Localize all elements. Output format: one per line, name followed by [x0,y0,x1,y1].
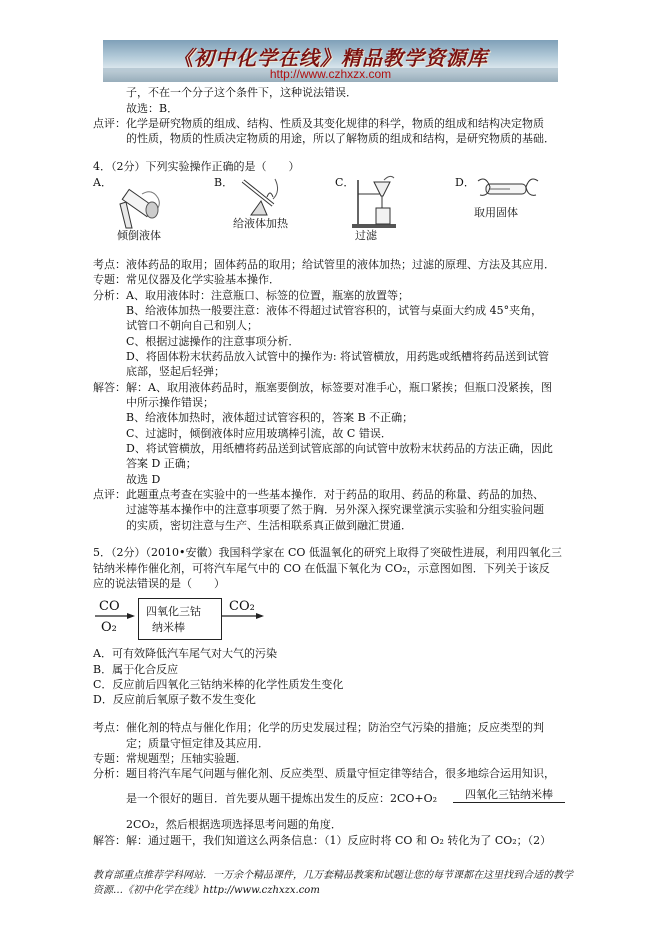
q5-fenxi-label: 分析： [93,767,126,780]
q4-jieda-line: 解：A、取用液体药品时，瓶塞要倒放，标签要对准手心，瓶口紧挨；但瓶口没紧挨，图 [126,381,552,394]
diagram-input-arrow [95,614,135,622]
reaction-condition: 四氧化三钴纳米棒 [453,788,565,803]
q4-kaodian: 液体药品的取用；固体药品的取用；给试管里的液体加热；过滤的原理、方法及其应用． [126,258,555,271]
banner-title: 《初中化学在线》精品教学资源库 [173,46,488,70]
q4-jieda-line: D、将试管横放，用纸槽将药品送到试管底部的向试管中放粉末状药品的方法正确，因此 [126,442,553,455]
pouring-liquid-figure [112,182,172,232]
diagram-output-arrow [222,614,266,622]
diagram-input-co: CO [99,599,120,614]
q4-fenxi-label: 分析： [93,289,126,302]
q5-jieda-label: 解答： [93,834,126,847]
q4-option-d-letter: D． [455,176,475,189]
q4-option-a-caption: 倾倒液体 [117,229,161,242]
q4-fenxi-line: C、根据过滤操作的注意事项分析． [126,335,300,348]
q4-dianping-line: 的实质，密切注意与生产、生活相联系真正做到融汇贯通． [126,519,412,532]
footer-line[interactable]: 资源…《初中化学在线》http://www.czhxzx.com [93,885,320,896]
header-banner [103,40,558,82]
q5-fenxi-line: 题目将汽车尾气问题与催化剂、反应类型、质量守恒定律等结合，很多地综合运用知识， [126,767,555,780]
q5-stem-line: 5．（2分）（2010•安徽）我国科学家在 CO 低温氧化的研究上取得了突破性进展，利用四氧化三 [93,546,562,559]
q4-dianping-line: 过滤等基本操作中的注意事项要了然于胸．另外深入探究课堂演示实验和分组实验问题 [126,503,544,516]
q4-option-c-caption: 过滤 [355,229,377,242]
prev-answer: 故选：B． [126,102,179,115]
q5-option-c: C．反应前后四氧化三钴纳米棒的化学性质发生变化 [93,678,344,691]
q4-jieda-line: 答案 D 正确； [126,457,197,470]
q5-jieda-line: 解：通过题干，我们知道这么两条信息：（1）反应时将 CO 和 O₂ 转化为了 CO₂；（2） [126,834,552,847]
footer-line: 教育部重点推荐学科网站．一万余个精品课件，几万套精品教案和试题让您的每节课都在这里找到合适的教学 [93,870,573,881]
q4-dianping-line: 此题重点考查在实验中的一些基本操作．对于药品的取用、药品的称量、药品的加热、 [126,488,544,501]
prev-comment-line: 化学是研究物质的组成、结构、性质及其变化规律的科学，物质的组成和结构决定物质 [126,117,544,130]
q4-jieda-line: B、给液体加热时，液体超过试管容积的，答案 B 不正确； [126,411,414,424]
q4-zhuanti-label: 专题： [93,273,126,286]
q4-fenxi-line: D、将固体粉末状药品放入试管中的操作为: 将试管横放，用药匙或纸槽将药品送到试管 [126,350,550,363]
q5-fenxi-line: 是一个很好的题目．首先要从题干提炼出发生的反应：2CO+O₂ [126,792,438,805]
catalyst-box-line1: 四氧化三钴 [146,605,201,618]
prev-line: 子，不在一个分子这个条件下，这种说法错误． [126,86,357,99]
prev-comment-line: 的性质，物质的性质决定物质的用途，所以了解物质的组成和结构，是研究物质的基础． [126,132,555,145]
q4-option-b-letter: B． [214,176,234,189]
page-footer [93,868,573,898]
q5-kaodian-line: 定；质量守恒定律及其应用． [126,737,269,750]
q4-dianping-label: 点评： [93,488,126,501]
q4-jieda-label: 解答： [93,381,126,394]
q5-kaodian-label: 考点： [93,721,126,734]
heating-liquid-figure [233,175,293,220]
q4-fenxi-line: A、取用液体时：注意瓶口、标签的位置，瓶塞的放置等； [126,289,409,302]
diagram-output-co2: CO₂ [229,599,255,614]
q4-kaodian-label: 考点： [93,258,126,271]
q5-kaodian-line: 催化剂的特点与催化作用；化学的历史发展过程；防治空气污染的措施；反应类型的判 [126,721,544,734]
q4-zhuanti: 常见仪器及化学实验基本操作． [126,273,280,286]
q5-zhuanti: 常规题型；压轴实验题． [126,752,247,765]
q4-option-b-caption: 给液体加热 [233,217,288,230]
q5-option-a: A．可有效降低汽车尾气对大气的污染 [93,647,277,660]
q4-option-a-letter: A． [93,176,112,189]
q5-option-d: D．反应前后氧原子数不发生变化 [93,693,256,706]
q5-zhuanti-label: 专题： [93,752,126,765]
q4-jieda-line: C、过滤时，倾倒液体时应用玻璃棒引流，故 C 错误． [126,427,392,440]
diagram-input-o2: O₂ [101,620,117,635]
q5-stem-line: 应的说法错误的是（ ） [93,577,225,590]
q5-option-b: B．属于化合反应 [93,663,179,676]
filtration-figure [350,180,400,230]
q4-option-d-caption: 取用固体 [474,206,518,219]
prev-comment-label: 点评： [93,117,126,130]
q4-fenxi-line: 试管口不朝向自己和别人； [126,319,258,332]
q4-option-c-letter: C． [335,176,355,189]
q4-fenxi-line: 底部，竖起后轻弹； [126,365,225,378]
q5-fenxi-line: 2CO₂，然后根据选项选择思考问题的角度． [126,818,342,831]
q4-stem: 4．（2分）下列实验操作正确的是（ ） [93,160,300,173]
q4-jieda-line: 故选 D [126,473,161,486]
q4-fenxi-line: B、给液体加热一般要注意：液体不得超过试管容积的，试管与桌面大约成 45°夹角， [126,304,543,317]
catalyst-box-line2: 纳米棒 [152,621,185,634]
q4-jieda-line: 中所示操作错误； [126,396,214,409]
q5-stem-line: 钴纳米棒作催化剂，可将汽车尾气中的 CO 在低温下氧化为 CO₂，示意图如图．下列关于该反 [93,562,550,575]
taking-solid-figure [474,175,544,203]
banner-url[interactable]: http://www.czhxzx.com [269,67,392,81]
